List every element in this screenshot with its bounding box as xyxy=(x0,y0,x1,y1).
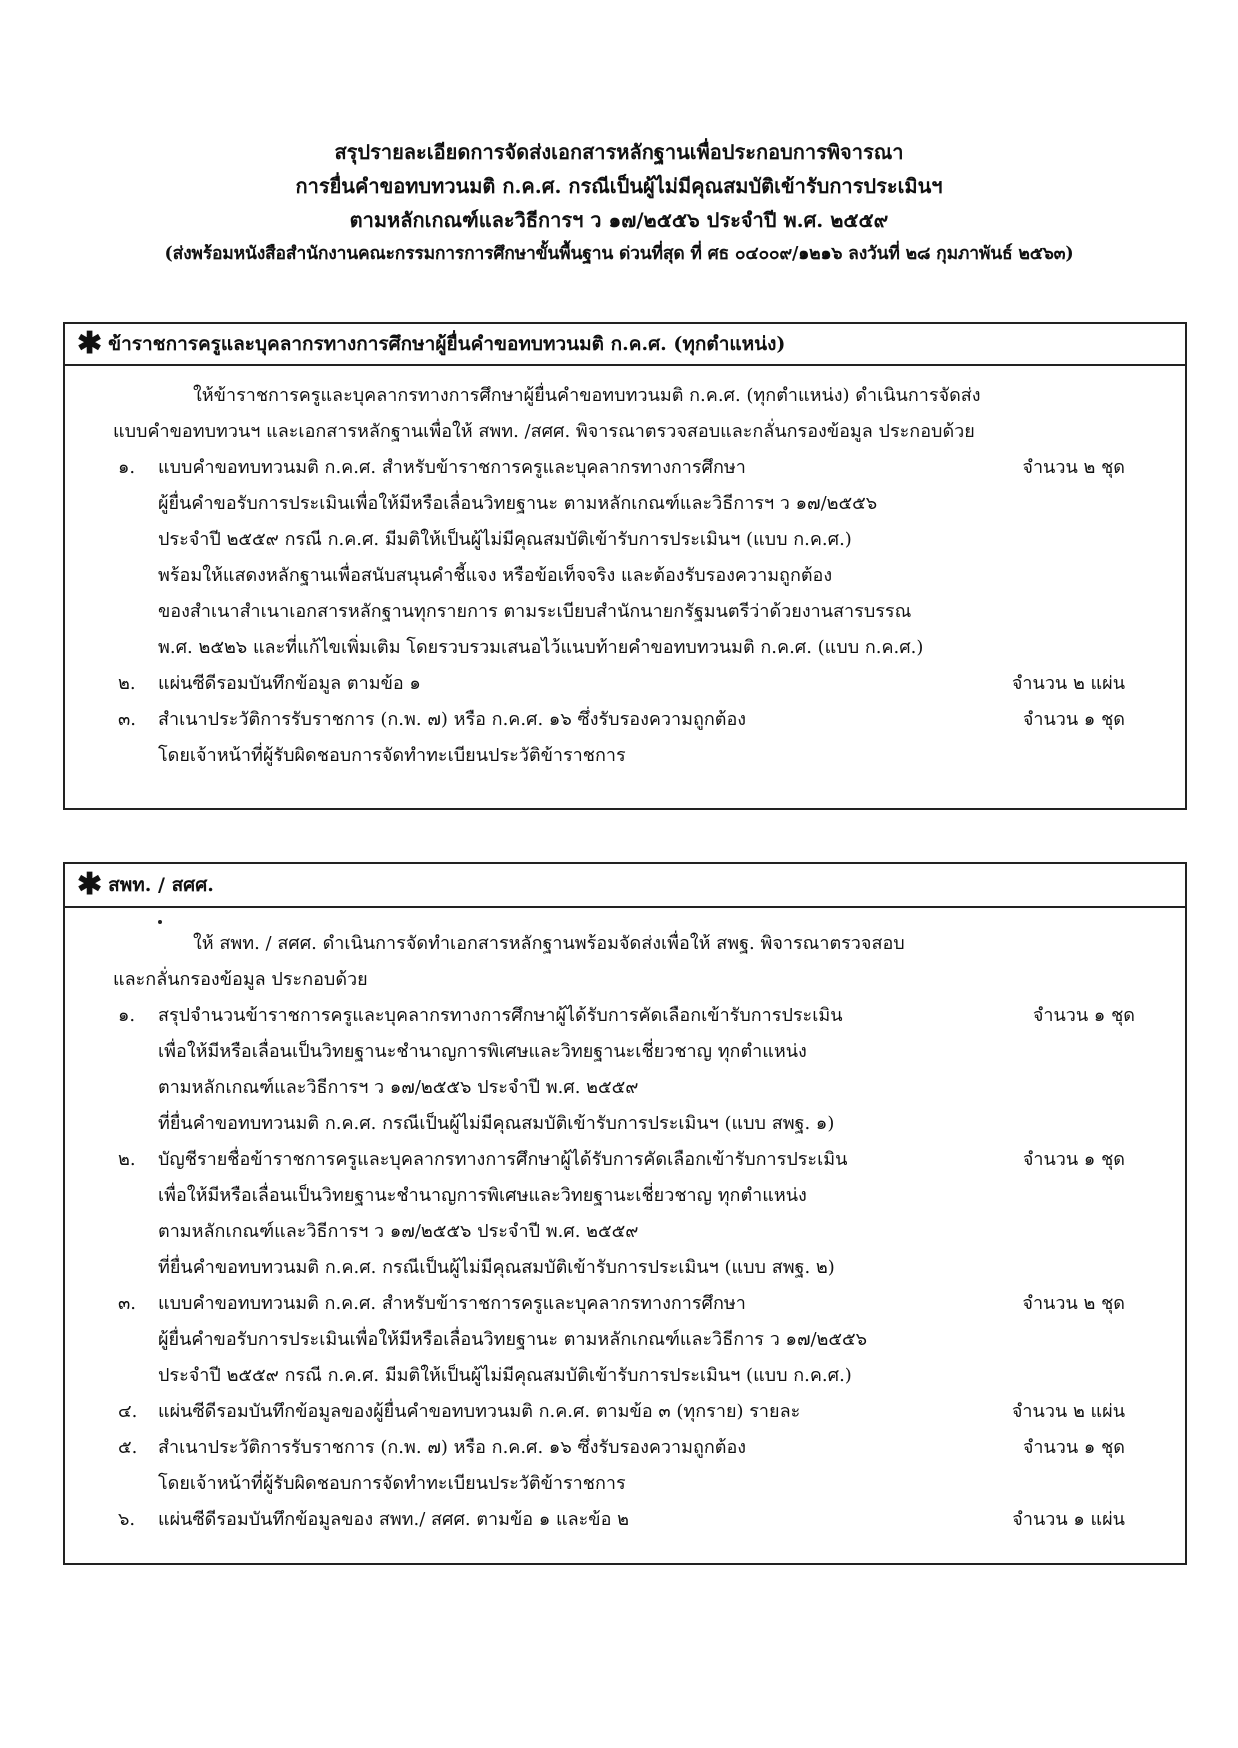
title-line-2: การยื่นคำขอทบทวนมติ ก.ค.ศ. กรณีเป็นผู้ไม่มีคุณสมบัติเข้ารับการประเมินฯ xyxy=(295,174,943,198)
list-item-quantity: จำนวน ๑ แผ่น xyxy=(1012,1509,1125,1530)
list-item-line: ผู้ยื่นคำขอรับการประเมินเพื่อให้มีหรือเลื่อนวิทยฐานะ ตามหลักเกณฑ์และวิธีการ ว ๑๗/๒๕๕๖ xyxy=(158,1329,868,1350)
list-item-line: สำเนาประวัติการรับราชการ (ก.พ. ๗) หรือ ก.ค.ศ. ๑๖ ซึ่งรับรองความถูกต้อง xyxy=(158,1437,747,1458)
list-item xyxy=(118,1286,1165,1394)
title-line-4: (ส่งพร้อมหนังสือสำนักงานคณะกรรมการการศึกษาขั้นพื้นฐาน ด่วนที่สุด ที่ ศธ ๐๔๐๐๙/๑๒๑๖ ลงวันที่ ๒๘ กุมภาพันธ์ ๒๕๖๓) xyxy=(164,244,1074,264)
list-item-number: ๕. xyxy=(118,1437,138,1458)
list-item-line: ตามหลักเกณฑ์และวิธีการฯ ว ๑๗/๒๕๕๖ ประจำปี พ.ศ. ๒๕๕๙ xyxy=(158,1221,639,1242)
list-item-number: ๑. xyxy=(118,457,136,478)
star-icon: ✱ xyxy=(77,326,103,361)
list-item xyxy=(118,998,1165,1142)
list-item-quantity: จำนวน ๑ ชุด xyxy=(1022,709,1125,730)
list-item-number: ๓. xyxy=(118,709,137,730)
list-item-line: สรุปจำนวนข้าราชการครูและบุคลากรทางการศึกษาผู้ได้รับการคัดเลือกเข้ารับการประเมิน xyxy=(158,1005,843,1026)
title-line-3: ตามหลักเกณฑ์และวิธีการฯ ว ๑๗/๒๕๕๖ ประจำปี พ.ศ. ๒๕๕๙ xyxy=(349,208,889,232)
section-area-office-header xyxy=(65,864,1185,908)
list-item xyxy=(118,1394,1165,1430)
intro-line-2: และกลั่นกรองข้อมูล ประกอบด้วย xyxy=(113,969,368,990)
section-teachers-list xyxy=(118,450,1165,774)
list-item-line: เพื่อให้มีหรือเลื่อนเป็นวิทยฐานะชำนาญการพิเศษและวิทยฐานะเชี่ยวชาญ ทุกตำแหน่ง xyxy=(158,1041,807,1062)
list-item-text xyxy=(158,702,1165,774)
list-item-line: แผ่นซีดีรอมบันทึกข้อมูลของ สพท./ สศศ. ตามข้อ ๑ และข้อ ๒ xyxy=(158,1509,629,1530)
list-item-line: บัญชีรายชื่อข้าราชการครูและบุคลากรทางการศึกษาผู้ได้รับการคัดเลือกเข้ารับการประเมิน xyxy=(158,1149,848,1170)
intro-line-1: ให้ สพท. / สศศ. ดำเนินการจัดทำเอกสารหลักฐานพร้อมจัดส่งเพื่อให้ สพฐ. พิจารณาตรวจสอบ xyxy=(193,933,905,954)
list-item-line: โดยเจ้าหน้าที่ผู้รับผิดชอบการจัดทำทะเบียนประวัติข้าราชการ xyxy=(158,745,626,766)
scan-speck xyxy=(158,920,162,924)
list-item-quantity: จำนวน ๒ ชุด xyxy=(1022,457,1125,478)
list-item-quantity: จำนวน ๒ แผ่น xyxy=(1011,673,1125,694)
list-item-quantity: จำนวน ๑ ชุด xyxy=(1022,1437,1125,1458)
document-title xyxy=(40,135,1198,271)
intro-line-2: แบบคำขอทบทวนฯ และเอกสารหลักฐานเพื่อให้ สพท. /สศศ. พิจารณาตรวจสอบและกลั่นกรองข้อมูล ประกอบด้วย xyxy=(113,421,975,442)
list-item-number: ๖. xyxy=(118,1509,136,1530)
list-item-quantity: จำนวน ๑ ชุด xyxy=(1022,1149,1125,1170)
list-item-number: ๓. xyxy=(118,1293,137,1314)
list-item-line: ผู้ยื่นคำขอรับการประเมินเพื่อให้มีหรือเลื่อนวิทยฐานะ ตามหลักเกณฑ์และวิธีการฯ ว ๑๗/๒๕๕๖ xyxy=(158,493,878,514)
list-item-text xyxy=(158,1142,1165,1286)
list-item-quantity: จำนวน ๒ แผ่น xyxy=(1011,1401,1125,1422)
section-area-office-body xyxy=(65,908,1185,1538)
list-item xyxy=(118,1142,1165,1286)
list-item-line: ตามหลักเกณฑ์และวิธีการฯ ว ๑๗/๒๕๕๖ ประจำปี พ.ศ. ๒๕๕๙ xyxy=(158,1077,639,1098)
list-item-line: ประจำปี ๒๕๕๙ กรณี ก.ค.ศ. มีมติให้เป็นผู้ไม่มีคุณสมบัติเข้ารับการประเมินฯ (แบบ ก.ค.ศ.) xyxy=(158,529,852,550)
star-icon: ✱ xyxy=(77,867,103,902)
list-item-number: ๔. xyxy=(118,1401,138,1422)
list-item xyxy=(118,666,1165,702)
list-item-line: แบบคำขอทบทวนมติ ก.ค.ศ. สำหรับข้าราชการครูและบุคลากรทางการศึกษา xyxy=(158,457,746,478)
list-item-text xyxy=(158,450,1165,666)
section-teachers-title: ข้าราชการครูและบุคลากรทางการศึกษาผู้ยื่นคำขอทบทวนมติ ก.ค.ศ. (ทุกตำแหน่ง) xyxy=(108,333,786,355)
list-item-line: ที่ยื่นคำขอทบทวนมติ ก.ค.ศ. กรณีเป็นผู้ไม่มีคุณสมบัติเข้ารับการประเมินฯ (แบบ สพฐ. ๒) xyxy=(158,1257,835,1278)
list-item xyxy=(118,450,1165,666)
list-item-line: พ.ศ. ๒๕๒๖ และที่แก้ไขเพิ่มเติม โดยรวบรวมเสนอไว้แนบท้ายคำขอทบทวนมติ ก.ค.ศ. (แบบ ก.ค.ศ.) xyxy=(158,637,924,658)
list-item-line: ที่ยื่นคำขอทบทวนมติ ก.ค.ศ. กรณีเป็นผู้ไม่มีคุณสมบัติเข้ารับการประเมินฯ (แบบ สพฐ. ๑) xyxy=(158,1113,835,1134)
list-item-line: ประจำปี ๒๕๕๙ กรณี ก.ค.ศ. มีมติให้เป็นผู้ไม่มีคุณสมบัติเข้ารับการประเมินฯ (แบบ ก.ค.ศ.) xyxy=(158,1365,852,1386)
list-item-line: แผ่นซีดีรอมบันทึกข้อมูลของผู้ยื่นคำขอทบทวนมติ ก.ค.ศ. ตามข้อ ๓ (ทุกราย) รายละ xyxy=(158,1401,801,1422)
list-item-line: เพื่อให้มีหรือเลื่อนเป็นวิทยฐานะชำนาญการพิเศษและวิทยฐานะเชี่ยวชาญ ทุกตำแหน่ง xyxy=(158,1185,807,1206)
list-item-quantity: จำนวน ๒ ชุด xyxy=(1022,1293,1125,1314)
list-item-text xyxy=(158,1286,1165,1394)
list-item-line: แบบคำขอทบทวนมติ ก.ค.ศ. สำหรับข้าราชการครูและบุคลากรทางการศึกษา xyxy=(158,1293,746,1314)
section-teachers-header xyxy=(65,324,1185,366)
list-item xyxy=(118,1430,1165,1502)
list-item-line: แผ่นซีดีรอมบันทึกข้อมูล ตามข้อ ๑ xyxy=(158,673,421,694)
list-item-number: ๒. xyxy=(118,673,136,694)
list-item xyxy=(118,702,1165,774)
list-item-line: สำเนาประวัติการรับราชการ (ก.พ. ๗) หรือ ก.ค.ศ. ๑๖ ซึ่งรับรองความถูกต้อง xyxy=(158,709,747,730)
list-item-text xyxy=(158,998,1165,1142)
list-item-line: โดยเจ้าหน้าที่ผู้รับผิดชอบการจัดทำทะเบียนประวัติข้าราชการ xyxy=(158,1473,626,1494)
list-item-text xyxy=(158,1430,1165,1502)
intro-line-1: ให้ข้าราชการครูและบุคลากรทางการศึกษาผู้ยื่นคำขอทบทวนมติ ก.ค.ศ. (ทุกตำแหน่ง) ดำเนินการจัดส่ง xyxy=(193,385,981,406)
section-area-office-title: สพท. / สศศ. xyxy=(108,874,214,896)
list-item xyxy=(118,1502,1165,1538)
section-teachers-body xyxy=(65,366,1185,774)
section-area-office-list xyxy=(118,998,1165,1538)
title-line-1: สรุปรายละเอียดการจัดส่งเอกสารหลักฐานเพื่อประกอบการพิจารณา xyxy=(334,140,904,164)
list-item-number: ๒. xyxy=(118,1149,136,1170)
list-item-line: ของสำเนาสำเนาเอกสารหลักฐานทุกรายการ ตามระเบียบสำนักนายกรัฐมนตรีว่าด้วยงานสารบรรณ xyxy=(158,601,912,622)
list-item-line: พร้อมให้แสดงหลักฐานเพื่อสนับสนุนคำชี้แจง หรือข้อเท็จจริง และต้องรับรองความถูกต้อง xyxy=(158,565,833,586)
list-item-quantity: จำนวน ๑ ชุด xyxy=(1032,1005,1135,1026)
section-area-office xyxy=(63,862,1187,1565)
section-teachers xyxy=(63,322,1187,810)
list-item-number: ๑. xyxy=(118,1005,136,1026)
